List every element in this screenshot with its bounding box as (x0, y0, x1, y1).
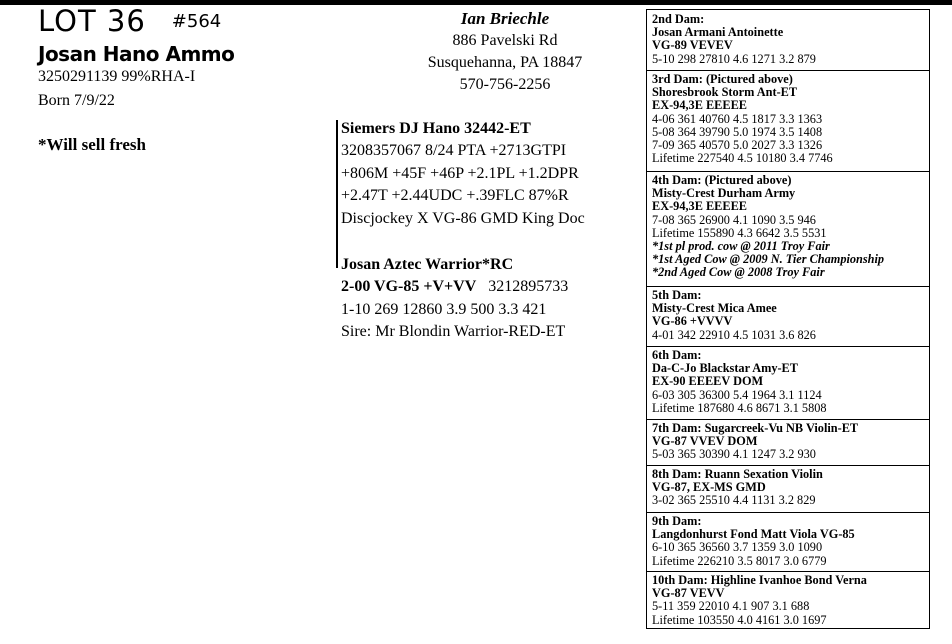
dam-entry-heading: 10th Dam: Highline Ivanhoe Bond Verna (652, 573, 867, 587)
dam-entry-line: Josan Armani Antoinette (652, 25, 784, 40)
dam-name: Josan Aztec Warrior*RC (341, 256, 514, 274)
dam-entry-line: VG-87, EX-MS GMD (652, 480, 766, 495)
dam-entry-line: 4-01 342 22910 4.5 1031 3.6 826 (652, 327, 816, 342)
entry-divider (647, 465, 929, 466)
dam-entry-heading: 3rd Dam: (Pictured above) (652, 72, 793, 86)
consigner-block (380, 8, 630, 96)
dam-entry-line: VG-87 VVEV DOM (652, 434, 758, 449)
dam-entry-line: 7-08 365 26900 4.1 1090 3.5 946 (652, 212, 816, 227)
dam-entry-line: 5-08 364 39790 5.0 1974 3.5 1408 (652, 124, 823, 139)
dam-entry-7 (647, 422, 929, 462)
dam-entry-heading: 9th Dam: (652, 514, 702, 528)
lot-title: LOT 36 (38, 4, 146, 38)
dam-entry-line: EX-94,3E EEEEE (652, 199, 747, 214)
consigner-address-1: 886 Pavelski Rd (452, 32, 558, 49)
dam-entry-line: Lifetime 227540 4.5 10180 3.4 7746 (652, 151, 833, 166)
consigner-phone: 570-756-2256 (459, 76, 551, 93)
dam-entry-award: *1st Aged Cow @ 2009 N. Tier Championship (652, 252, 885, 267)
dam-entry-heading: 4th Dam: (Pictured above) (652, 173, 792, 187)
dam-entry-line: VG-86 +VVVV (652, 314, 733, 329)
pedigree-box (646, 9, 930, 629)
animal-name: Josan Hano Ammo (38, 42, 235, 66)
dam-entry-line: 3-02 365 25510 4.4 1131 3.2 829 (652, 493, 816, 508)
dam-entry-line: EX-90 EEEEV DOM (652, 374, 764, 389)
dam-entry-heading: 8th Dam: Ruann Sexation Violin (652, 467, 823, 481)
sire-line-4: Discjockey X VG-86 GMD King Doc (341, 209, 585, 227)
dam-entry-line: VG-87 VEVV (652, 586, 725, 601)
dam-entry-line: Lifetime 187680 4.6 8671 3.1 5808 (652, 400, 827, 415)
dam-entry-5 (647, 289, 929, 342)
sire-name: Siemers DJ Hano 32442-ET (341, 120, 531, 137)
dam-sire: Sire: Mr Blondin Warrior-RED-ET (341, 323, 566, 341)
dam-entry-9 (647, 515, 929, 568)
lot-number: #564 (171, 11, 222, 32)
pedigree-bracket-line (336, 120, 338, 268)
dam-entry-2 (647, 13, 929, 66)
entry-divider (647, 346, 929, 347)
dam-entry-line: 5-10 298 27810 4.6 1271 3.2 879 (652, 51, 816, 66)
dam-entry-line: 7-09 365 40570 5.0 2027 3.3 1326 (652, 138, 823, 153)
dam-entry-heading: 5th Dam: (652, 288, 702, 302)
consigner-address-2: Susquehanna, PA 18847 (427, 54, 583, 71)
dam-entry-award: *1st pl prod. cow @ 2011 Troy Fair (652, 239, 830, 254)
entry-divider (647, 286, 929, 287)
animal-birth-date: Born 7/9/22 (38, 92, 115, 109)
dam-entry-line: 6-03 305 36300 5.4 1964 3.1 1124 (652, 387, 822, 402)
dam-class-row (341, 276, 585, 298)
animal-registration: 3250291139 99%RHA-I (38, 68, 196, 85)
sire-line-3: +2.47T +2.44UDC +.39FLC 87%R (341, 187, 569, 205)
dam-record: 1-10 269 12860 3.9 500 3.3 421 (341, 300, 547, 318)
dam-entry-line: Da-C-Jo Blackstar Amy-ET (652, 361, 798, 376)
dam-entry-line: Lifetime 155890 4.3 6642 3.5 5531 (652, 225, 827, 240)
dam-entry-line: Misty-Crest Durham Army (652, 186, 796, 201)
entry-divider (647, 70, 929, 71)
dam-entry-10 (647, 574, 929, 627)
dam-entry-3 (647, 73, 929, 165)
consigner-name: Ian Briechle (460, 9, 550, 28)
lot-header (38, 4, 221, 38)
dam-classification: 2-00 VG-85 +V+VV (341, 278, 477, 296)
dam-entry-line: EX-94,3E EEEEE (652, 98, 747, 113)
dam-entry-line: Lifetime 226210 3.5 8017 3.0 6779 (652, 553, 827, 568)
dam-entry-4 (647, 174, 929, 280)
entry-divider (647, 512, 929, 513)
dam-entry-award: *2nd Aged Cow @ 2008 Troy Fair (652, 265, 825, 280)
dam-entry-line: Lifetime 103550 4.0 4161 3.0 1697 (652, 612, 827, 627)
sire-dam-block (341, 118, 585, 344)
sire-line-1: 3208357067 8/24 PTA +2713GTPI (341, 142, 567, 160)
dam-entry-line: 5-11 359 22010 4.1 907 3.1 688 (652, 599, 810, 614)
sale-note: *Will sell fresh (38, 135, 146, 154)
dam-entry-line: Shoresbrook Storm Ant-ET (652, 85, 798, 100)
dam-entry-line: VG-89 VEVEV (652, 38, 733, 53)
dam-entry-heading: 6th Dam: (652, 348, 702, 362)
dam-entry-line: 4-06 361 40760 4.5 1817 3.3 1363 (652, 111, 823, 126)
dam-entry-line: 6-10 365 36560 3.7 1359 3.0 1090 (652, 540, 823, 555)
dam-entry-6 (647, 349, 929, 415)
entry-divider (647, 171, 929, 172)
sire-line-2: +806M +45F +46P +2.1PL +1.2DPR (341, 164, 579, 182)
dam-registration: 3212895733 (488, 278, 569, 296)
dam-entry-line: Misty-Crest Mica Amee (652, 301, 777, 316)
dam-entry-line: 5-03 365 30390 4.1 1247 3.2 930 (652, 447, 816, 462)
dam-entry-line: Langdonhurst Fond Matt Viola VG-85 (652, 527, 855, 542)
entry-divider (647, 571, 929, 572)
dam-entry-heading: 2nd Dam: (652, 12, 705, 26)
entry-divider (647, 419, 929, 420)
dam-entry-8 (647, 468, 929, 508)
dam-entry-heading: 7th Dam: Sugarcreek-Vu NB Violin-ET (652, 421, 859, 435)
